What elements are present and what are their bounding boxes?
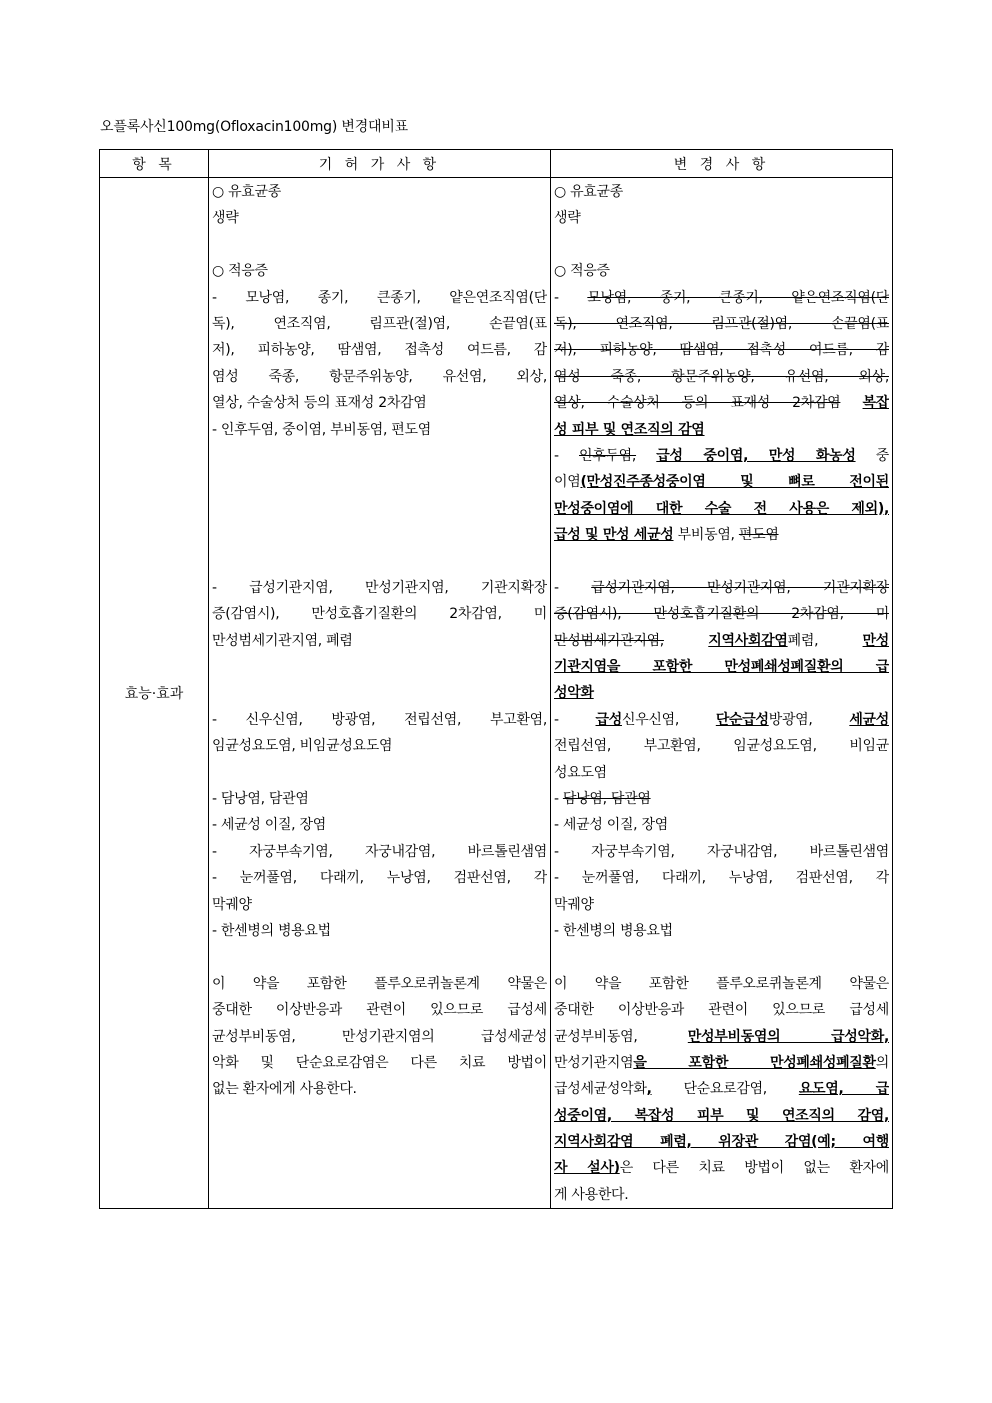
deleted-text: 염성 죽종, 항문주위농양, 유선염, 외상, [554,368,889,385]
text-line: 생략 [554,210,581,227]
text-line: - 눈꺼풀염, 다래끼, 누낭염, 검판선염, 각 [212,870,547,887]
text-span: 부비동염, [673,527,739,544]
text-span: 중 [855,447,889,464]
inserted-text: 만성중이염에 대한 수술 전 사용은 제외), [554,500,889,517]
text-line [554,1024,889,1050]
text-line: - 자궁부속기염, 자궁내감염, 바르톨린샘염 [554,843,889,860]
blank-line [212,443,547,469]
inserted-text: 세균성 [849,711,889,728]
text-span: 만성기관지염 [554,1054,634,1071]
text-line [554,469,889,495]
text-line: - 신우신염, 방광염, 전립선염, 부고환염, [212,711,547,728]
text-span: 폐렴, [787,632,863,649]
text-line [554,285,889,311]
blank-line [212,654,547,680]
inserted-text: , [646,1081,652,1098]
blank-line [212,469,547,495]
text-line: 염성 죽종, 항문주위농양, 유선염, 외상, [212,368,547,385]
text-line [554,1050,889,1076]
text-line: 악화 및 단순요로감염은 다른 치료 방법이 [212,1054,547,1071]
text-line [554,628,889,654]
deleted-text: 독), 연조직염, 림프관(절)염, 손끝염(표 [554,315,889,332]
blank-line [554,944,889,970]
text-line: 생략 [212,210,239,227]
blank-line [212,680,547,706]
text-span: 은 다른 치료 방법이 없는 환자에 [619,1160,889,1177]
inserted-text: 만성 [862,632,889,649]
deleted-text: 급성기관지염, 만성기관지염, 기관지확장 [591,579,889,596]
text-line: 막궤양 [554,896,594,913]
text-span: 의 [875,1054,889,1071]
deleted-text: 저), 피하농양, 땀샘염, 접촉성 여드름, 감 [554,342,889,359]
text-line: ○ 적응증 [554,263,610,280]
table-header-row [100,150,893,178]
blank-line [212,232,547,258]
text-line: 전립선염, 부고환염, 임균성요도염, 비임균 [554,738,889,755]
blank-line [212,496,547,522]
deleted-text: 열상, 수술상처 등의 표재성 2차감염 [554,395,841,412]
text-line: 독), 연조직염, 림프관(절)염, 손끝염(표 [212,315,547,332]
blank-line [554,232,889,258]
text-span [664,633,708,649]
blank-line [212,944,547,970]
text-line [554,707,889,733]
inserted-text: 지역사회감염 폐렴, 위장관 감염(예; 여행 [554,1134,889,1151]
text-line: 막궤양 [212,896,252,913]
text-span: 단순요로감염, [651,1081,799,1098]
inserted-text: (만성진주종성중이염 및 뼈로 전이된 [580,474,889,491]
inserted-text: 성중이염, 복잡성 피부 및 연조직의 감염, [554,1107,889,1124]
text-line: 만성범세기관지염, 폐렴 [212,632,353,649]
current-text-cell [209,178,551,1209]
changed-text-cell [551,178,893,1209]
text-span: 신우신염, [621,711,716,728]
table-row [100,178,893,1209]
text-line: - 세균성 이질, 장염 [212,817,326,834]
deleted-text: 인후두염, [579,447,637,464]
text-span: - [554,711,596,728]
inserted-text: 성악화 [554,685,594,702]
text-line [554,1076,889,1102]
text-line: ○ 유효균종 [554,184,623,200]
text-line: - 급성기관지염, 만성기관지염, 기관지확장 [212,579,547,596]
text-line [554,575,889,601]
text-line [554,522,889,548]
text-line [554,443,889,469]
blank-line [212,548,547,574]
inserted-text: 급성 중이염, 만성 화농성 [656,447,856,464]
text-line: - 세균성 이질, 장염 [554,817,668,834]
text-line: 임균성요도염, 비임균성요도염 [212,738,393,755]
text-line: 열상, 수술상처 등의 표재성 2차감염 [212,395,427,412]
text-span: - [554,289,588,306]
text-line: 저), 피하농양, 땀샘염, 접촉성 여드름, 감 [212,342,547,359]
deleted-text: 담낭염, 담관염 [562,790,651,807]
blank-line [212,760,547,786]
text-line: 균성부비동염, 만성기관지염의 급성세균성 [212,1028,547,1045]
inserted-text: 단순급성 [715,711,769,728]
text-line: 이 약을 포함한 플루오로퀴놀론계 약물은 [554,975,889,992]
blank-line [554,548,889,574]
deleted-text: 편도염 [738,527,779,544]
inserted-text: 요도염, 급 [798,1081,889,1098]
text-line: - 모낭염, 종기, 큰종기, 얕은연조직염(단 [212,289,547,306]
text-line [554,786,889,812]
text-line: 없는 환자에게 사용한다. [212,1081,357,1098]
inserted-text: 급성 및 만성 세균성 [554,527,674,544]
text-line: 성요도염 [554,764,607,781]
text-span: - [554,447,579,464]
document-title: 오플록사신100mg(Ofloxacin100mg) 변경대비표 [100,119,409,135]
deleted-text: 모낭염, 종기, 큰종기, 얕은연조직염(단 [587,289,889,306]
inserted-text: 급성 [595,711,622,728]
text-line [554,390,889,416]
text-line: 이 약을 포함한 플루오로퀴놀론계 약물은 [212,975,547,992]
inserted-text: 을 포함한 만성폐쇄성폐질환 [633,1054,876,1071]
header-item: 항 목 [100,150,209,178]
header-changed: 변 경 사 항 [551,150,893,178]
text-line: - 자궁부속기염, 자궁내감염, 바르톨린샘염 [212,843,547,860]
text-span: 급성세균성악화 [554,1081,647,1098]
text-line: 중대한 이상반응과 관련이 있으므로 급성세 [212,1002,547,1019]
text-line: - 한센병의 병용요법 [554,922,673,939]
inserted-text: 기관지염을 포함한 만성폐쇄성폐질환의 급 [554,659,889,676]
row-label: 효능·효과 [100,178,209,1209]
deleted-text: 증(감염시), 만성호흡기질환의 2차감염, 미 [554,606,889,623]
inserted-text: 지역사회감염 [708,632,788,649]
text-line: - 인후두염, 중이염, 부비동염, 편도염 [212,421,431,438]
text-line: ○ 적응증 [212,263,268,280]
text-span [840,395,862,411]
text-line: 중대한 이상반응과 관련이 있으므로 급성세 [554,1002,889,1019]
blank-line [212,522,547,548]
deleted-text: 만성범세기관지염, [554,632,664,649]
text-line [554,1155,889,1181]
inserted-text: 자 설사) [554,1160,620,1177]
text-line: 증(감염시), 만성호흡기질환의 2차감염, 미 [212,606,547,623]
text-span: 방광염, [768,711,850,728]
text-span: - [554,579,592,596]
inserted-text: 만성부비동염의 급성악화, [687,1028,889,1045]
comparison-table [99,149,893,1209]
header-current: 기 허 가 사 항 [209,150,551,178]
text-span [636,448,656,464]
text-line: ○ 유효균종 [212,184,281,200]
text-line: 게 사용한다. [554,1186,629,1203]
text-span: 균성부비동염, [554,1028,688,1045]
text-line: - 담낭염, 담관염 [212,790,309,807]
text-line: - 눈꺼풀염, 다래끼, 누낭염, 검판선염, 각 [554,870,889,887]
text-span: - [554,790,563,807]
text-span: 이염 [554,474,581,491]
inserted-text: 복잡 [862,395,889,412]
text-line: - 한센병의 병용요법 [212,922,331,939]
inserted-text: 성 피부 및 연조직의 감염 [554,421,705,438]
